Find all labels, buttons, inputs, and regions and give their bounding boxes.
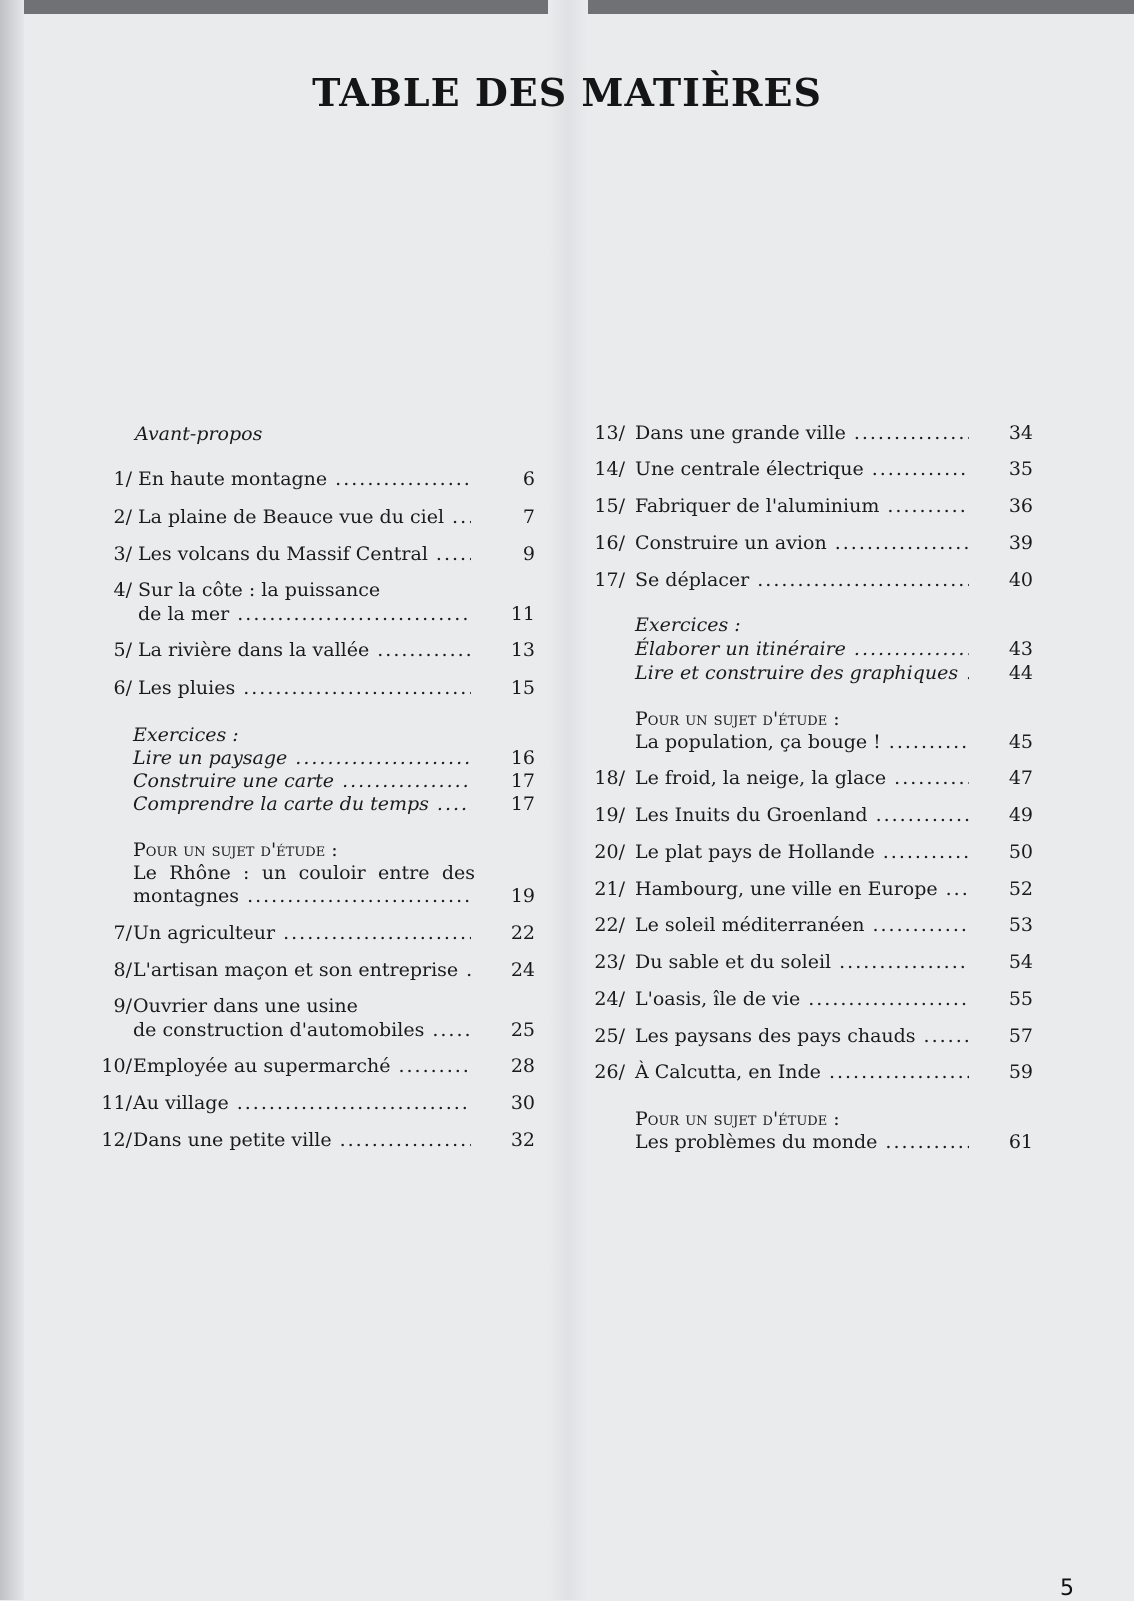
leader-dots: [283, 921, 471, 945]
leader-dots: [437, 792, 471, 816]
entry-number: 20/: [594, 841, 625, 863]
entry-page: 55: [1008, 988, 1033, 1010]
entry-page: 17: [510, 770, 535, 792]
entry-page: 57: [1008, 1025, 1033, 1047]
entry-number: 13/: [594, 422, 625, 444]
entry-page: 54: [1008, 951, 1033, 973]
entry-page: 34: [1008, 422, 1033, 444]
entry-title: Hambourg, une ville en Europe: [635, 878, 938, 900]
leader-dots: [247, 884, 471, 908]
entry-number: 7/: [113, 922, 132, 944]
entry-title: Du sable et du soleil: [635, 951, 832, 973]
entry-number: 12/: [101, 1129, 132, 1151]
entry-number: 19/: [594, 804, 625, 826]
entry-page: 22: [510, 922, 535, 944]
entry-title: Au village: [133, 1092, 229, 1114]
leader-dots: [466, 958, 471, 982]
entry-title: L'oasis, île de vie: [635, 988, 801, 1010]
page-left-edge: [0, 0, 24, 1600]
entry-title: Une centrale électrique: [635, 458, 864, 480]
entry-page: 50: [1008, 841, 1033, 863]
entry-page: 19: [510, 885, 535, 907]
entry-title: Le froid, la neige, la glace: [635, 767, 887, 789]
leader-dots: [243, 676, 471, 700]
entry-title: Les paysans des pays chauds: [635, 1025, 916, 1047]
entry-title: Ouvrier dans une usine: [133, 995, 358, 1017]
entry-title: Employée au supermarché: [133, 1055, 391, 1077]
leader-dots: [757, 568, 969, 592]
leader-dots: [295, 746, 471, 770]
entry-page: 45: [1008, 731, 1033, 753]
entry-page: 17: [510, 793, 535, 815]
leader-dots: [854, 421, 969, 445]
entry-page: 43: [1008, 638, 1033, 660]
leader-dots: [342, 769, 471, 793]
entry-page: 9: [522, 543, 535, 565]
entry-number: 2/: [113, 506, 132, 528]
entry-title: Construire un avion: [635, 532, 827, 554]
leader-dots: [340, 1128, 471, 1152]
entry-page: 47: [1008, 767, 1033, 789]
leader-dots: [946, 877, 969, 901]
leader-dots: [876, 803, 969, 827]
entry-title-cont: de la mer: [138, 603, 230, 625]
entry-number: 11/: [101, 1092, 132, 1114]
leader-dots: [829, 1060, 969, 1084]
entry-page: 13: [510, 639, 535, 661]
leader-dots: [436, 542, 471, 566]
entry-page: 44: [1008, 662, 1033, 684]
entry-title: Dans une petite ville: [133, 1129, 332, 1151]
entry-page: 11: [510, 603, 535, 625]
entry-number: 8/: [113, 959, 132, 981]
entry-number: 24/: [594, 988, 625, 1010]
entry-title: Se déplacer: [635, 569, 750, 591]
entry-number: 4/: [113, 579, 132, 601]
entry-title: Un agriculteur: [133, 922, 276, 944]
entry-number: 1/: [113, 468, 132, 490]
leader-dots: [872, 913, 969, 937]
entry-number: 16/: [594, 532, 625, 554]
entry-number: 15/: [594, 495, 625, 517]
entry-number: 9/: [113, 995, 132, 1017]
entry-number: 26/: [594, 1061, 625, 1083]
leader-dots: [854, 637, 969, 661]
entry-page: 59: [1008, 1061, 1033, 1083]
leader-dots: [839, 950, 969, 974]
column-gutter: [548, 0, 588, 1600]
leader-dots: [808, 987, 969, 1011]
entry-title: Les pluies: [138, 677, 236, 699]
leader-dots: [432, 1018, 471, 1042]
entry-title: Dans une grande ville: [635, 422, 846, 444]
leader-dots: [885, 1130, 969, 1154]
entry-page: 35: [1008, 458, 1033, 480]
entry-title: Les Inuits du Groenland: [635, 804, 868, 826]
entry-page: 49: [1008, 804, 1033, 826]
entry-page: 52: [1008, 878, 1033, 900]
leader-dots: [894, 766, 969, 790]
leader-dots: [237, 602, 471, 626]
leader-dots: [883, 840, 969, 864]
entry-page: 16: [510, 747, 535, 769]
page-number: 5: [1060, 1576, 1074, 1601]
leader-dots: [887, 494, 969, 518]
leader-dots: [835, 531, 969, 555]
entry-page: 25: [510, 1019, 535, 1041]
entry-number: 22/: [594, 914, 625, 936]
entry-page: 7: [522, 506, 535, 528]
entry-page: 39: [1008, 532, 1033, 554]
page-title: TABLE DES MATIÈRES: [312, 70, 822, 115]
entry-page: 6: [522, 468, 535, 490]
entry-page: 53: [1008, 914, 1033, 936]
entry-number: 23/: [594, 951, 625, 973]
entry-number: 6/: [113, 677, 132, 699]
entry-page: 36: [1008, 495, 1033, 517]
entry-number: 14/: [594, 458, 625, 480]
entry-title: Le soleil méditerranéen: [635, 914, 865, 936]
entry-title: Le plat pays de Hollande: [635, 841, 875, 863]
leader-dots: [889, 730, 969, 754]
leader-dots: [398, 1054, 471, 1078]
leader-dots: [237, 1091, 471, 1115]
entry-number: 17/: [594, 569, 625, 591]
entry-number: 18/: [594, 767, 625, 789]
entry-page: 40: [1008, 569, 1033, 591]
entry-title: La plaine de Beauce vue du ciel: [138, 506, 445, 528]
entry-title: Fabriquer de l'aluminium: [635, 495, 880, 517]
entry-page: 24: [510, 959, 535, 981]
entry-title: À Calcutta, en Inde: [635, 1061, 821, 1083]
leader-dots: [924, 1024, 969, 1048]
entry-page: 61: [1008, 1131, 1033, 1153]
entry-number: 3/: [113, 543, 132, 565]
entry-title: En haute montagne: [138, 468, 328, 490]
leader-dots: [335, 467, 471, 491]
entry-number: 21/: [594, 878, 625, 900]
leader-dots: [966, 661, 969, 685]
entry-title: Les volcans du Massif Central: [138, 543, 428, 565]
entry-page: 32: [510, 1129, 535, 1151]
leader-dots: [872, 457, 969, 481]
leader-dots: [377, 638, 471, 662]
entry-number: 10/: [101, 1055, 132, 1077]
leader-dots: [452, 505, 471, 529]
entry-title: Sur la côte : la puissance: [138, 579, 381, 601]
entry-title-cont: de construction d'automobiles: [133, 1019, 425, 1041]
entry-page: 30: [510, 1092, 535, 1114]
entry-number: 5/: [113, 639, 132, 661]
entry-title: La rivière dans la vallée: [138, 639, 370, 661]
entry-title: L'artisan maçon et son entreprise: [133, 959, 459, 981]
entry-page: 28: [510, 1055, 535, 1077]
entry-page: 15: [510, 677, 535, 699]
entry-number: 25/: [594, 1025, 625, 1047]
